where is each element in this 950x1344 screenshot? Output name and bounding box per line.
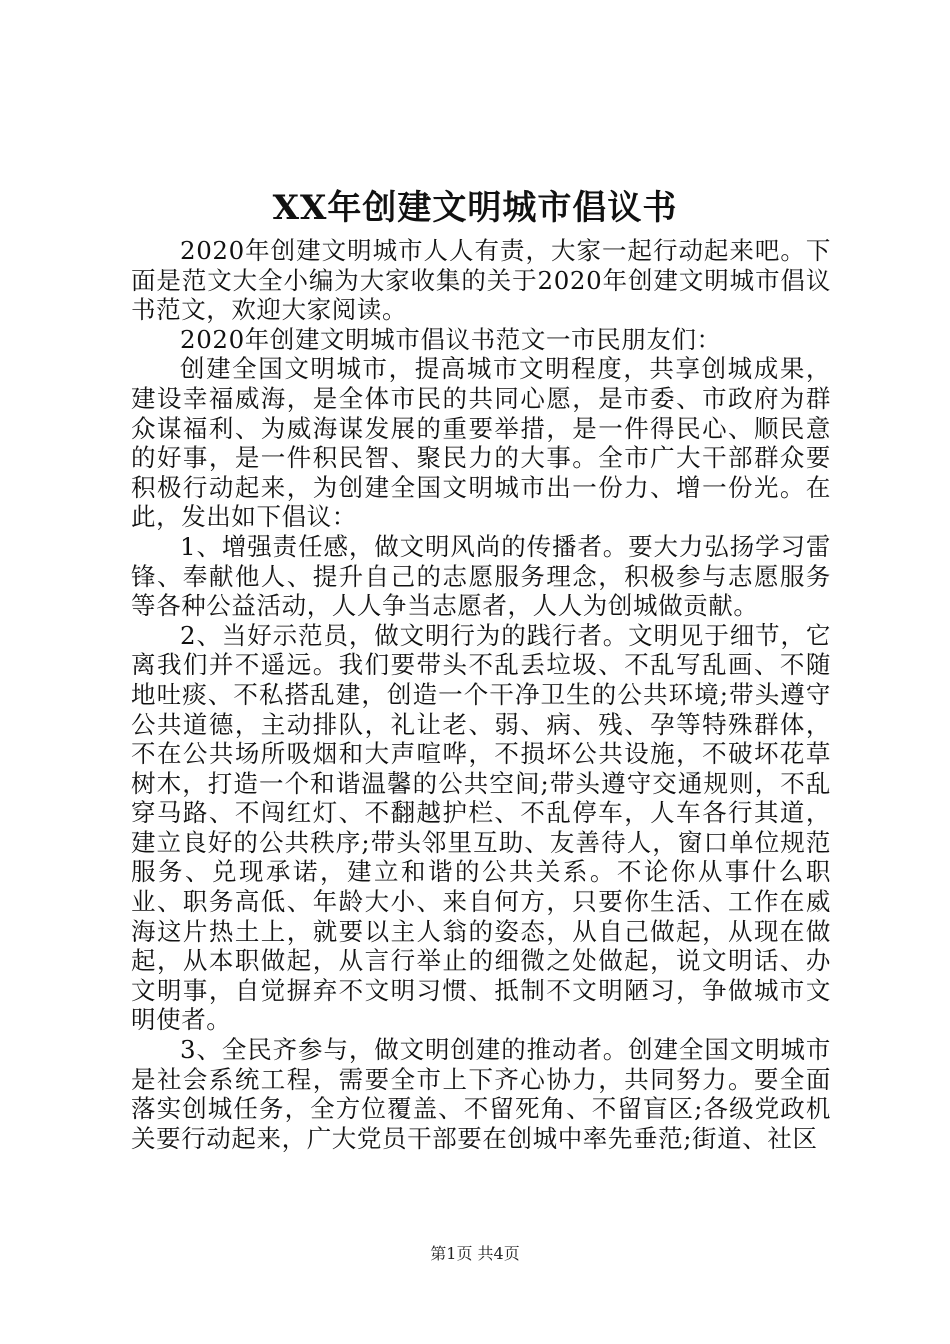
document-body xyxy=(131,236,831,1153)
paragraph-point-1: 1、增强责任感，做文明风尚的传播者。要大力弘扬学习雷锋、奉献他人、提升自己的志愿服务理念，积极参与志愿服务等各种公益活动，人人争当志愿者，人人为创城做贡献。 xyxy=(131,531,831,621)
paragraph-point-2: 2、当好示范员，做文明行为的践行者。文明见于细节，它离我们并不遥远。我们要带头不乱丢垃圾、不乱写乱画、不随地吐痰、不私搭乱建，创造一个干净卫生的公共环境;带头遵守公共道德，主动排队，礼让老、弱、病、残、孕等特殊群体，不在公共场所吸烟和大声喧哗，不损坏公共设施，不破坏花草树木，打造一个和谐温馨的公共空间;带头遵守交通规则，不乱穿马路、不闯红灯、不翻越护栏、不乱停车，人车各行其道，建立良好的公共秩序;带头邻里互助、友善待人，窗口单位规范服务、兑现承诺，建立和谐的公共关系。不论你从事什么职业、职务高低、年龄大小、来自何方，只要你生活、工作在威海这片热土上，就要以主人翁的姿态，从自己做起，从现在做起，从本职做起，从言行举止的细微之处做起，说文明话、办文明事，自觉摒弃不文明习惯、抵制不文明陋习，争做城市文明使者。 xyxy=(131,620,831,1035)
paragraph-point-3: 3、全民齐参与，做文明创建的推动者。创建全国文明城市是社会系统工程，需要全市上下齐心协力，共同努力。要全面落实创城任务，全方位覆盖、不留死角、不留盲区;各级党政机关要行动起来，广大党员干部要在创城中率先垂范;街道、社区 xyxy=(131,1035,831,1153)
paragraph-opening: 创建全国文明城市，提高城市文明程度，共享创城成果，建设幸福威海，是全体市民的共同心愿，是市委、市政府为群众谋福利、为威海谋发展的重要举措，是一件得民心、顺民意的好事，是一件积民智、聚民力的大事。全市广大干部群众要积极行动起来，为创建全国文明城市出一份力、增一份光。在此，发出如下倡议： xyxy=(131,354,831,532)
paragraph-intro: 2020年创建文明城市人人有责，大家一起行动起来吧。下面是范文大全小编为大家收集的关于2020年创建文明城市倡议书范文，欢迎大家阅读。 xyxy=(131,236,831,325)
page-number: 第1页 共4页 xyxy=(430,1244,520,1263)
document-title: XX年创建文明城市倡议书 xyxy=(272,188,678,228)
paragraph-salutation: 2020年创建文明城市倡议书范文一市民朋友们： xyxy=(180,324,722,354)
